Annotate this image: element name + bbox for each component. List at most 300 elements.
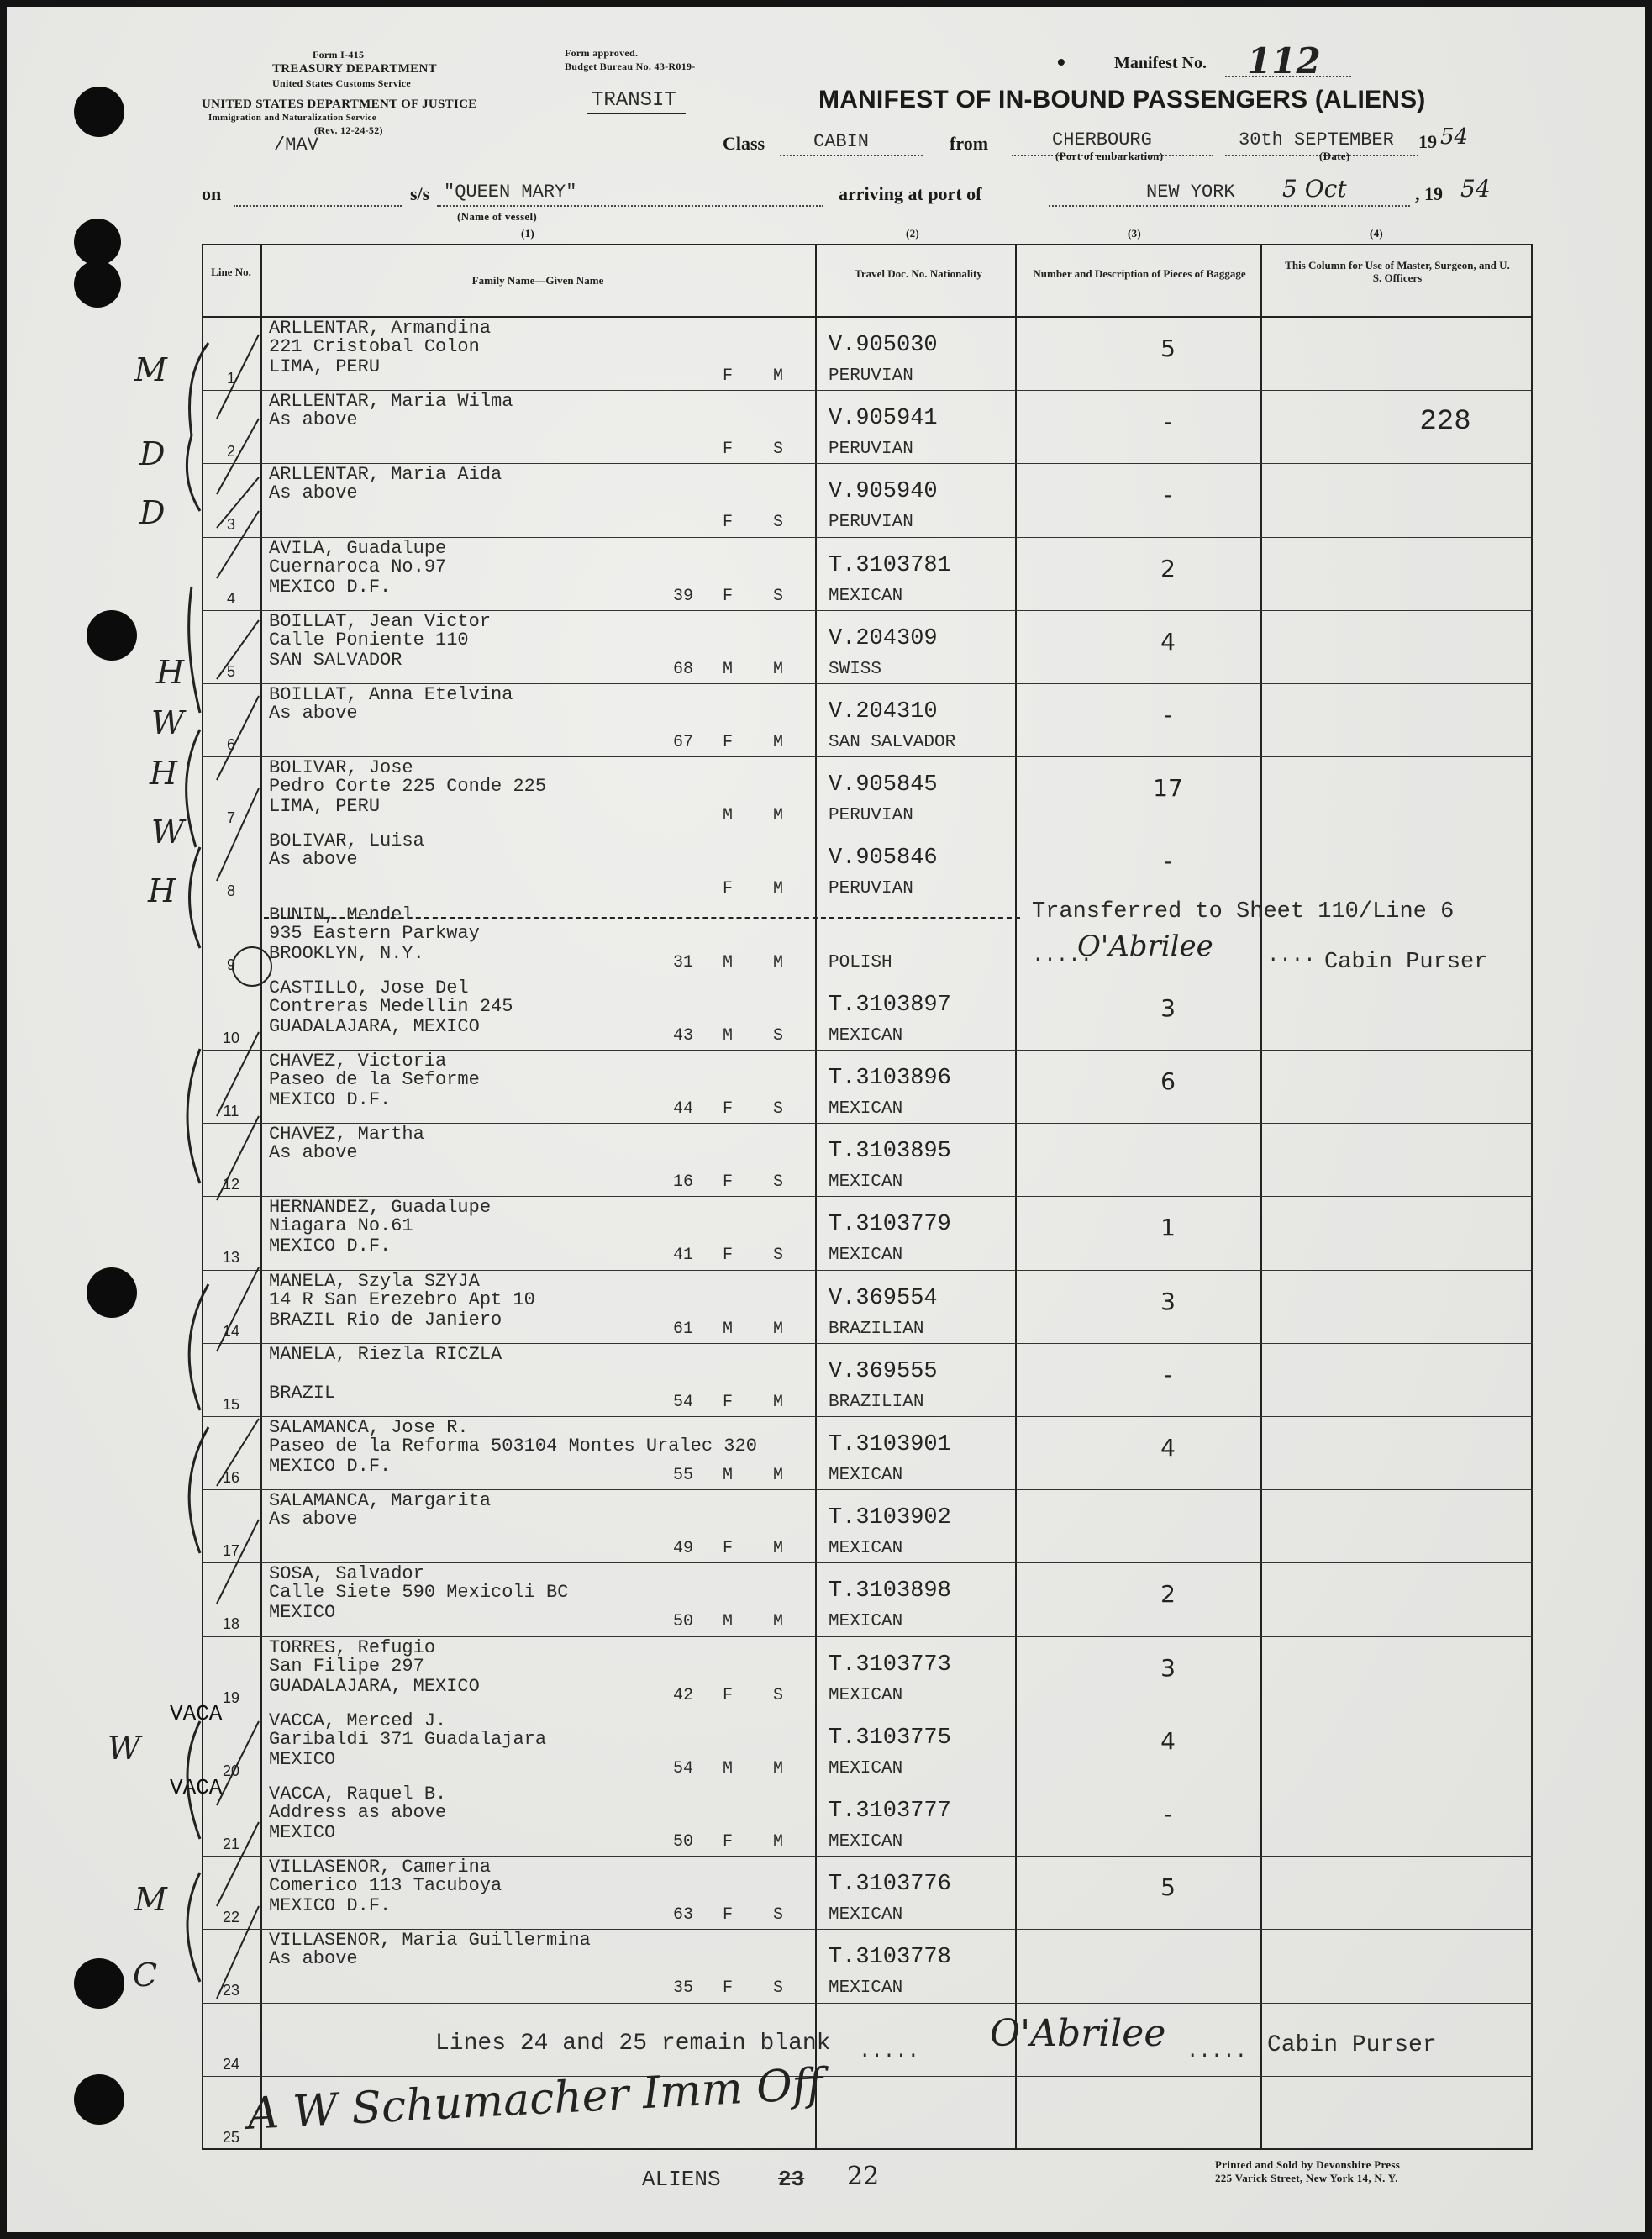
passenger-name: BOLIVAR, Luisa: [269, 830, 424, 852]
passenger-civil-status: S: [773, 1978, 784, 1999]
passenger-civil-status: S: [773, 1905, 784, 1926]
passenger-sex: F: [723, 1392, 734, 1412]
col-2-marker: (2): [906, 227, 920, 240]
passenger-sex: F: [723, 1978, 734, 1999]
passenger-city: MEXICO D.F.: [269, 1456, 392, 1477]
passenger-age: 68: [672, 659, 693, 679]
table-row: [202, 1271, 1533, 1344]
travel-doc-number: V.905846: [829, 846, 938, 872]
passenger-civil-status: M: [773, 1832, 784, 1852]
nationality: MEXICAN: [829, 1099, 903, 1119]
line-number: 3: [226, 516, 235, 534]
travel-doc-number: T.3103779: [829, 1212, 951, 1238]
travel-doc-number: T.3103896: [829, 1066, 951, 1091]
passenger-address: Cuernaroca No.97: [269, 556, 447, 577]
nationality: BRAZILIAN: [829, 1319, 924, 1339]
passenger-civil-status: M: [773, 1612, 784, 1632]
form-ins: Immigration and Naturalization Service: [208, 113, 376, 123]
line-number: 15: [222, 1395, 240, 1413]
transfer-note: Transferred to Sheet 110/Line 6: [1032, 899, 1455, 925]
table-row: [202, 1563, 1533, 1636]
passenger-city: MEXICO D.F.: [269, 576, 392, 598]
passenger-civil-status: M: [773, 879, 784, 899]
passenger-sex: M: [723, 1612, 734, 1632]
travel-doc-number: T.3103775: [829, 1725, 951, 1751]
passenger-age: 41: [672, 1246, 693, 1266]
travel-doc-number: V.905845: [829, 772, 938, 798]
passenger-name: BOLIVAR, Jose: [269, 757, 413, 779]
margin-mark: H: [150, 755, 178, 792]
line-number: 12: [222, 1176, 240, 1193]
year-prefix: 19: [1418, 131, 1437, 152]
table-row: [202, 538, 1533, 611]
travel-doc-number: V.204309: [829, 625, 938, 651]
nationality: MEXICAN: [829, 1246, 903, 1266]
passenger-civil-status: M: [773, 1758, 784, 1778]
passenger-civil-status: S: [773, 1172, 784, 1193]
port-caption: (Port of embarkation): [1055, 150, 1164, 162]
passenger-address: As above: [269, 849, 358, 871]
baggage-count: 4: [1160, 627, 1176, 656]
passenger-civil-status: S: [773, 1685, 784, 1705]
travel-doc-number: T.3103777: [829, 1799, 951, 1824]
port-embarkation: CHERBOURG: [1052, 129, 1152, 150]
table-row: [202, 1051, 1533, 1124]
passenger-civil-status: M: [773, 366, 784, 386]
nationality: MEXICAN: [829, 1612, 903, 1632]
baggage-count: 17: [1153, 774, 1183, 803]
passenger-name: VILLASENOR, Camerina: [269, 1857, 492, 1878]
passenger-name: ARLLENTAR, Maria Wilma: [269, 391, 513, 413]
passenger-civil-status: S: [773, 586, 784, 606]
header-officers: This Column for Use of Master, Surgeon, and U. S. Officers: [1285, 259, 1510, 284]
nationality: SAN SALVADOR: [829, 733, 956, 752]
passenger-sex: F: [723, 1685, 734, 1705]
table-row: [202, 391, 1533, 464]
manifest-page: Form I-415 TREASURY DEPARTMENT United States Customs Service UNITED STATES DEPARTMENT OF JUSTICE Immigration and Naturalization Service (Rev. 12-24-52) /MAV Form approved. Budget Bureau No. 43-R019- TRANSIT • Manifest No. 112 MANIFEST OF IN-BOUND PASSENGERS (ALIENS) Class CABIN from CHERBOURG (Port of embarkation) 30th SEPTEMBER (Date) 19 54 on s/s "QUEEN MARY" (Name of vessel) arriving at port of NEW YORK 5 Oct , 19 54 (1) (2) (3) (4) Line No. Family Name—Given Name Travel Doc. No. Nationality Number and Description of Pieces of Baggage This Column for Use of Master, Surgeon, and U. S. Officers 1 ARLLENTAR, Armandina 221 Cristobal Colon LIMA, PERU F M V.905030 PERUVIAN 5 2 ARLLENTAR, Maria Wilma As above F S V.905941 PERUVIAN - 228 3 ARLLENTAR, Maria Aida As above F S V.905940 PERUVIAN - 4 AVILA, Guadalupe Cuernaroca No.97 MEXICO D.F. 39 F S T.3103781 MEXICAN 2 5 BOILLAT, Jean Victor Calle Poniente 110 SAN SALVADOR 68 M M V.204309 SWISS 4 6 BOILLAT, Anna Etelvina As above 67 F M V.204310 SAN SALVADOR - 7 BOLIVAR, Jose Pedro Corte 225 Conde 225 LIMA, PERU M M V.905845 PERUVIAN 17 8 BOLIVAR, Luisa As above F M V.905846 PERUVIAN - 9 BUNIN, Mendel 935 Eastern Parkway BROOKLYN, N.Y. 31 M M POLISH 10 CASTILLO, Jose Del Contreras Medellin 245 GUADALAJARA, MEXICO 43 M S T.3103897 MEXICAN 3 11 CHAVEZ, Victoria Paseo de la Seforme MEXICO D.F. 44 F S T.3103896 MEXICAN 6 12 CHAVEZ, Martha As above 16 F S T.3103895 MEXICAN 13 HERNANDEZ, Guadalupe Niagara No.61 MEXICO D.F. 41 F S T.3103779 MEXICAN 1 14 MANELA, Szyla SZYJA 14 R San Erezebro Apt 10 BRAZIL Rio de Janiero 61 M M V.369554 BRAZILIAN 3 15 MANELA, Riezla RICZLA BRAZIL 54 F M V.369555 BRAZILIAN - 16 SALAMANCA, Jose R. Paseo de la Reforma 503104 Montes Uralec 320 MEXICO D.F. 55 M M T.3103901 MEXICAN 4 17 SALAMANCA, Margarita As above 49 F M T.3103902 MEXICAN 18 SOSA, Salvador Calle Siete 590 Mexicoli BC MEXICO 50 M M T.3103898 MEXICAN 2 19 TORRES, Refugio San Filipe 297 GUADALAJARA, MEXICO 42 F S T.3103773 MEXICAN 3 20 VACCA, Merced J. Garibaldi 371 Guadalajara MEXICO 54 M M T.3103775 MEXICAN 4 21 VACCA, Raquel B. Address as above MEXICO 50 F M T.3103777 MEXICAN - 22 VILLASENOR, Camerina Comerico 113 Tacuboya MEXICO D.F. 63 F S T.3103776 MEXICAN 5 23 VILLASENOR, Maria Guillermina As above 35 F S T.3103778 MEXICAN 24 25 Transferred to Sheet 110/Line 6 O'Abrilee ..... .... Cabin Purser Lines 24 and 25 remain blank ..... O'Abrilee ..... Cabin Purser A W Schumacher Imm Off VACA VACA M D D H W H W H W M C ALIENS 23 22 Printed and Sold by Devonshire Press 225 Varick Street, New York 14, N. Y.: [7, 7, 1645, 2232]
passenger-address: Contreras Medellin 245: [269, 995, 513, 1017]
passenger-city: GUADALAJARA, MEXICO: [269, 1675, 480, 1697]
class-value: CABIN: [813, 131, 870, 152]
baggage-count: 2: [1160, 554, 1176, 582]
table-row: [202, 611, 1533, 684]
passenger-name: VACCA, Raquel B.: [269, 1783, 447, 1804]
class-label: Class: [723, 133, 765, 154]
table-row: [202, 1124, 1533, 1197]
baggage-count: -: [1163, 1800, 1173, 1828]
line-number: 24: [222, 2055, 240, 2073]
passenger-sex: F: [723, 586, 734, 606]
travel-doc-number: V.905940: [829, 479, 938, 505]
approval-line: Form approved.: [565, 47, 639, 59]
passenger-address: Address as above: [269, 1802, 447, 1823]
col-4-marker: (4): [1370, 227, 1384, 240]
line-number: 22: [222, 1909, 240, 1926]
travel-doc-number: T.3103901: [829, 1432, 951, 1457]
passenger-address: As above: [269, 409, 358, 431]
passenger-name: HERNANDEZ, Guadalupe: [269, 1197, 492, 1219]
passenger-name: BUNIN, Mendel: [269, 904, 413, 925]
table-row: [202, 1197, 1533, 1270]
vessel-name: "QUEEN MARY": [444, 182, 577, 203]
passenger-name: SALAMANCA, Jose R.: [269, 1417, 469, 1438]
passenger-civil-status: S: [773, 1025, 784, 1046]
passenger-age: 55: [672, 1466, 693, 1485]
baggage-count: 1: [1160, 1214, 1176, 1242]
table-row: [202, 757, 1533, 830]
passenger-name: ARLLENTAR, Maria Aida: [269, 464, 502, 486]
punch-hole: [74, 219, 121, 266]
passenger-name: BOILLAT, Jean Victor: [269, 610, 492, 632]
passenger-sex: M: [723, 1319, 734, 1339]
nationality: POLISH: [829, 952, 892, 972]
nationality: MEXICAN: [829, 1758, 903, 1778]
nationality: MEXICAN: [829, 586, 903, 606]
transit-label: TRANSIT: [592, 89, 676, 112]
line-number: 2: [226, 443, 235, 461]
on-label: on: [202, 183, 222, 204]
arrival-date: 5 Oct: [1282, 175, 1347, 203]
passenger-address: San Filipe 297: [269, 1655, 424, 1677]
line-number: 5: [226, 662, 235, 680]
passenger-sex: F: [723, 366, 734, 386]
passenger-city: BRAZIL Rio de Janiero: [269, 1309, 502, 1330]
line-number: 20: [222, 1762, 240, 1779]
passenger-city: GUADALAJARA, MEXICO: [269, 1015, 480, 1037]
header-line-no: Line No.: [211, 266, 251, 278]
passenger-age: 63: [672, 1905, 693, 1926]
line-number: 6: [226, 736, 235, 753]
nationality: PERUVIAN: [829, 879, 913, 899]
travel-doc-number: T.3103773: [829, 1652, 951, 1678]
passenger-name: SALAMANCA, Margarita: [269, 1490, 492, 1512]
passenger-address: 14 R San Erezebro Apt 10: [269, 1288, 535, 1310]
alien-count-struck: 23: [778, 2167, 805, 2192]
from-label: from: [950, 133, 989, 154]
year-1: 54: [1440, 124, 1469, 150]
passenger-name: MANELA, Riezla RICZLA: [269, 1343, 502, 1365]
passenger-age: 16: [672, 1172, 693, 1193]
ss-label: s/s: [410, 183, 430, 204]
form-number: Form I-415: [313, 49, 365, 61]
passenger-address: 221 Cristobal Colon: [269, 336, 480, 357]
margin-mark: W: [151, 704, 185, 741]
passenger-address: Paseo de la Reforma 503104 Montes Uralec 320: [269, 1436, 757, 1457]
travel-doc-number: V.905941: [829, 406, 938, 432]
passenger-city: LIMA, PERU: [269, 796, 381, 818]
col-1-marker: (1): [521, 227, 535, 240]
passenger-sex: M: [723, 1758, 734, 1778]
punch-hole: [74, 261, 121, 308]
passenger-sex: F: [723, 1246, 734, 1266]
baggage-count: -: [1163, 1360, 1173, 1388]
manifest-title: MANIFEST OF IN-BOUND PASSENGERS (ALIENS): [818, 86, 1426, 113]
travel-doc-number: T.3103902: [829, 1505, 951, 1531]
line-number: 25: [222, 2128, 240, 2146]
passenger-city: BRAZIL: [269, 1382, 336, 1404]
passenger-name: CHAVEZ, Victoria: [269, 1051, 447, 1072]
baggage-count: -: [1163, 481, 1173, 509]
line-number: 19: [222, 1688, 240, 1706]
line-number: 4: [226, 589, 235, 607]
margin-mark: M: [134, 351, 167, 388]
date-caption: (Date): [1319, 150, 1350, 162]
passenger-age: 61: [672, 1319, 693, 1339]
form-service: United States Customs Service: [272, 77, 412, 89]
baggage-count: 6: [1160, 1067, 1176, 1095]
passenger-name: CHAVEZ, Martha: [269, 1124, 424, 1146]
travel-doc-number: V.369554: [829, 1285, 938, 1311]
passenger-civil-status: M: [773, 1466, 784, 1485]
table-row: [202, 1783, 1533, 1857]
passenger-civil-status: S: [773, 513, 784, 533]
table-row: [202, 684, 1533, 757]
passenger-age: 31: [672, 952, 693, 972]
manifest-no-label: Manifest No.: [1114, 54, 1207, 72]
baggage-count: 2: [1160, 1580, 1176, 1609]
travel-doc-number: T.3103778: [829, 1945, 951, 1971]
nationality: PERUVIAN: [829, 806, 913, 826]
nationality: MEXICAN: [829, 1025, 903, 1046]
mav-code: /MAV: [274, 134, 318, 155]
passenger-address: As above: [269, 482, 358, 504]
line-number: 21: [222, 1836, 240, 1852]
nationality: MEXICAN: [829, 1905, 903, 1926]
header-travel-doc: Travel Doc. No. Nationality: [855, 267, 982, 280]
passenger-city: MEXICO D.F.: [269, 1235, 392, 1257]
approval-bureau: Budget Bureau No. 43-R019-: [565, 61, 696, 72]
baggage-count: 4: [1160, 1434, 1176, 1462]
line-number: 17: [222, 1542, 240, 1560]
passenger-city: MEXICO D.F.: [269, 1895, 392, 1917]
passenger-city: MEXICO: [269, 1748, 336, 1770]
form-rev: (Rev. 12-24-52): [314, 124, 383, 136]
nationality: MEXICAN: [829, 1978, 903, 1999]
passenger-civil-status: S: [773, 440, 784, 460]
passenger-name: VACCA, Merced J.: [269, 1710, 447, 1731]
nationality: MEXICAN: [829, 1466, 903, 1485]
nationality: SWISS: [829, 659, 882, 679]
passenger-sex: F: [723, 879, 734, 899]
nationality: PERUVIAN: [829, 366, 913, 386]
manifest-number: 112: [1247, 40, 1321, 82]
passenger-city: LIMA, PERU: [269, 356, 381, 377]
vessel-caption: (Name of vessel): [457, 210, 538, 223]
margin-mark: W: [108, 1730, 141, 1767]
passenger-address: As above: [269, 1142, 358, 1164]
table-row: [202, 1637, 1533, 1710]
passenger-address: Calle Siete 590 Mexicoli BC: [269, 1582, 569, 1604]
passenger-city: BROOKLYN, N.Y.: [269, 942, 424, 964]
passenger-name: CASTILLO, Jose Del: [269, 977, 469, 998]
passenger-sex: M: [723, 1025, 734, 1046]
vaca-correction-1: VACA: [170, 1701, 223, 1726]
passenger-age: 39: [672, 586, 693, 606]
passenger-address: Paseo de la Seforme: [269, 1069, 480, 1090]
margin-mark: C: [133, 1957, 158, 1994]
table-row: [202, 1490, 1533, 1563]
travel-doc-number: T.3103781: [829, 552, 951, 578]
passenger-age: 50: [672, 1612, 693, 1632]
table-row: [202, 318, 1533, 391]
header-name: Family Name—Given Name: [471, 274, 604, 287]
form-dept: TREASURY DEPARTMENT: [272, 62, 437, 76]
margin-mark: W: [151, 814, 185, 851]
travel-doc-number: V.905030: [829, 333, 938, 358]
travel-doc-number: V.369555: [829, 1358, 938, 1384]
punch-hole: [87, 1267, 137, 1318]
passenger-sex: F: [723, 733, 734, 752]
passenger-age: 35: [672, 1978, 693, 1999]
line-number: 10: [222, 1029, 240, 1046]
passenger-name: VILLASENOR, Maria Guillermina: [269, 1930, 591, 1952]
passenger-address: Pedro Corte 225 Conde 225: [269, 776, 547, 798]
margin-braces: [133, 309, 267, 2007]
printer-line-1: Printed and Sold by Devonshire Press: [1215, 2158, 1401, 2171]
passenger-name: SOSA, Salvador: [269, 1563, 424, 1585]
departure-date: 30th SEPTEMBER: [1239, 129, 1394, 150]
passenger-city: SAN SALVADOR: [269, 649, 402, 671]
col-3-marker: (3): [1128, 227, 1142, 240]
baggage-count: -: [1163, 847, 1173, 876]
passenger-age: 44: [672, 1099, 693, 1119]
line-number: 16: [222, 1469, 240, 1486]
passenger-address: Garibaldi 371 Guadalajara: [269, 1728, 547, 1750]
margin-mark: D: [139, 435, 166, 472]
passenger-age: 54: [672, 1758, 693, 1778]
punch-hole: [74, 87, 124, 137]
passenger-city: MEXICO: [269, 1822, 336, 1843]
baggage-count: -: [1163, 408, 1173, 436]
passenger-sex: F: [723, 1172, 734, 1193]
officer-signature: A W Schumacher Imm Off: [245, 2059, 825, 2140]
travel-doc-number: T.3103895: [829, 1139, 951, 1165]
passenger-name: ARLLENTAR, Armandina: [269, 318, 492, 339]
passenger-civil-status: M: [773, 1392, 784, 1412]
officer-note: 228: [1419, 406, 1471, 439]
passenger-city: MEXICO: [269, 1602, 336, 1624]
purser-signature-1: O'Abrilee: [1077, 930, 1213, 963]
passenger-sex: M: [723, 1466, 734, 1485]
passenger-civil-status: M: [773, 1539, 784, 1559]
baggage-count: 5: [1160, 335, 1176, 362]
nationality: BRAZILIAN: [829, 1392, 924, 1412]
baggage-count: 3: [1160, 993, 1176, 1022]
passenger-sex: F: [723, 513, 734, 533]
purser-signature-2: O'Abrilee: [990, 2012, 1166, 2055]
printer-line-2: 225 Varick Street, New York 14, N. Y.: [1215, 2172, 1398, 2184]
line-number: 13: [222, 1249, 240, 1267]
nationality: PERUVIAN: [829, 440, 913, 460]
passenger-address: Comerico 113 Tacuboya: [269, 1875, 502, 1897]
passenger-name: AVILA, Guadalupe: [269, 537, 447, 559]
line-number: 7: [226, 809, 235, 827]
arrival-port: NEW YORK: [1146, 182, 1235, 203]
baggage-count: -: [1163, 701, 1173, 729]
purser-title-1: Cabin Purser: [1324, 950, 1488, 975]
line-number: 23: [222, 1982, 240, 1999]
passenger-civil-status: M: [773, 952, 784, 972]
table-row: [202, 1857, 1533, 1930]
passenger-address: 935 Eastern Parkway: [269, 922, 480, 944]
passenger-civil-status: M: [773, 1319, 784, 1339]
passenger-address: Calle Poniente 110: [269, 629, 469, 651]
table-row: [202, 1710, 1533, 1783]
passenger-sex: F: [723, 1832, 734, 1852]
passenger-age: 50: [672, 1832, 693, 1852]
passenger-sex: M: [723, 952, 734, 972]
passenger-civil-status: S: [773, 1099, 784, 1119]
line-number: 14: [222, 1322, 240, 1340]
table-row: [202, 1930, 1533, 2003]
margin-mark: H: [156, 654, 185, 691]
table-row: [202, 830, 1533, 904]
baggage-count: 3: [1160, 1653, 1176, 1682]
passenger-age: 43: [672, 1025, 693, 1046]
passenger-sex: M: [723, 659, 734, 679]
passenger-sex: F: [723, 1905, 734, 1926]
passenger-civil-status: S: [773, 1246, 784, 1266]
passenger-name: BOILLAT, Anna Etelvina: [269, 684, 513, 705]
passenger-age: 54: [672, 1392, 693, 1412]
passenger-sex: F: [723, 440, 734, 460]
passenger-name: TORRES, Refugio: [269, 1636, 436, 1658]
table-row: [202, 1417, 1533, 1490]
nationality: MEXICAN: [829, 1832, 903, 1852]
year-2: 54: [1460, 175, 1491, 203]
line-number: 18: [222, 1615, 240, 1633]
passenger-name: MANELA, Szyla SZYJA: [269, 1270, 480, 1292]
nationality: PERUVIAN: [829, 513, 913, 533]
passenger-address: Niagara No.61: [269, 1215, 413, 1237]
line-number: 8: [226, 882, 235, 900]
punch-hole: [87, 610, 137, 661]
line-number: 11: [223, 1103, 239, 1120]
strike-line-9: [264, 917, 1020, 919]
passenger-address: As above: [269, 1509, 358, 1530]
passenger-civil-status: M: [773, 733, 784, 752]
line-number: 9: [226, 956, 235, 973]
passenger-address: As above: [269, 703, 358, 724]
passenger-civil-status: M: [773, 806, 784, 826]
margin-mark: D: [139, 494, 166, 531]
travel-doc-number: T.3103776: [829, 1872, 951, 1898]
passenger-city: MEXICO D.F.: [269, 1089, 392, 1110]
margin-mark: H: [148, 872, 176, 909]
line-number: 1: [226, 370, 235, 387]
passenger-sex: M: [723, 806, 734, 826]
passenger-civil-status: M: [773, 659, 784, 679]
arriving-label: arriving at port of: [839, 183, 982, 204]
form-justice: UNITED STATES DEPARTMENT OF JUSTICE: [202, 97, 477, 111]
margin-mark: M: [134, 1881, 167, 1918]
nationality: MEXICAN: [829, 1685, 903, 1705]
header-baggage: Number and Description of Pieces of Baggage: [1033, 267, 1246, 280]
alien-count: 22: [847, 2162, 880, 2191]
blank-lines-note: Lines 24 and 25 remain blank: [435, 2031, 831, 2057]
table-row: [202, 464, 1533, 537]
nationality: MEXICAN: [829, 1172, 903, 1193]
table-row: [202, 977, 1533, 1051]
punch-hole: [74, 1958, 124, 2009]
travel-doc-number: T.3103898: [829, 1578, 951, 1604]
travel-doc-number: T.3103897: [829, 992, 951, 1018]
punch-hole: [74, 2074, 124, 2125]
vaca-correction-2: VACA: [170, 1775, 223, 1800]
aliens-label: ALIENS: [642, 2167, 721, 2192]
baggage-count: 5: [1160, 1873, 1176, 1902]
passenger-age: 49: [672, 1539, 693, 1559]
